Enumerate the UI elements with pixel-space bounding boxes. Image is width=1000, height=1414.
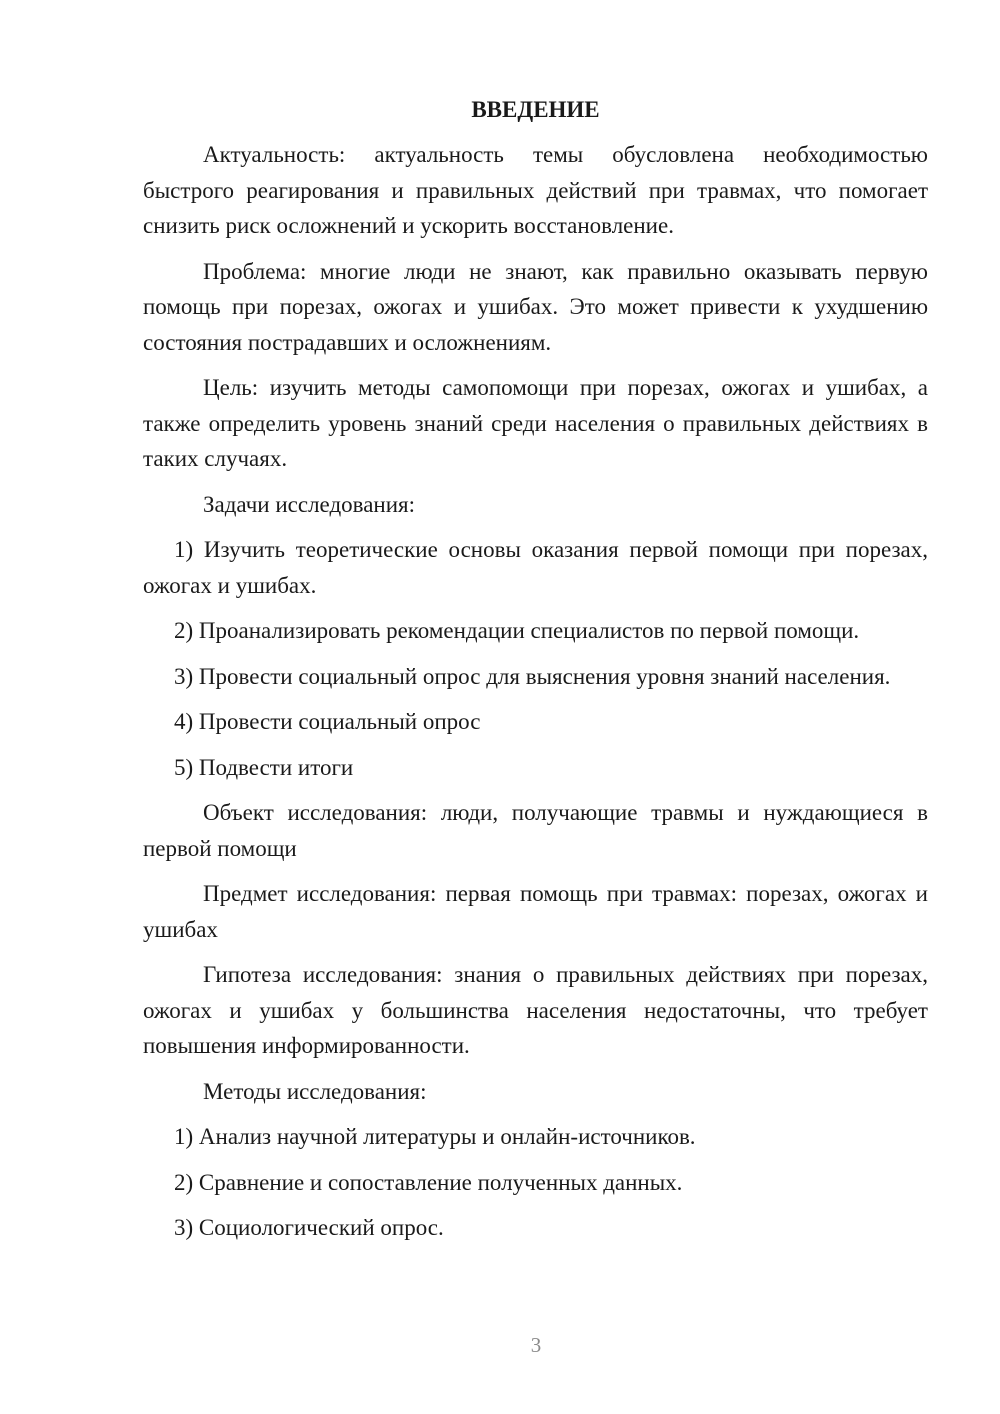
tasks-heading: Задачи исследования:: [203, 491, 416, 517]
task-item-4: 4) Провести социальный опрос: [174, 709, 481, 734]
goal-paragraph: Цель: изучить методы самопомощи при порезах, ожогах и ушибах, а также определить уровень знаний среди населения о правильных действиях в таких случаях.: [143, 375, 928, 471]
page-title: ВВЕДЕНИЕ: [471, 97, 600, 122]
page-content: [143, 92, 928, 1256]
task-item-5: 5) Подвести итоги: [174, 754, 354, 780]
page-number: 3: [530, 1333, 542, 1357]
object-paragraph: Объект исследования: люди, получающие травмы и нуждающиеся в первой помощи: [143, 800, 928, 861]
hypothesis-paragraph: Гипотеза исследования: знания о правильных действиях при порезах, ожогах и ушибах у большинства населения недостаточны, что требует повышения информированности.: [143, 962, 928, 1058]
method-item-1: 1) Анализ научной литературы и онлайн-источников.: [174, 1124, 696, 1149]
method-item-3: 3) Социологический опрос.: [174, 1215, 444, 1240]
subject-paragraph: Предмет исследования: первая помощь при травмах: порезах, ожогах и ушибах: [143, 881, 928, 942]
methods-heading: Методы исследования:: [203, 1078, 427, 1104]
problem-paragraph: Проблема: многие люди не знают, как правильно оказывать первую помощь при порезах, ожогах и ушибах. Это может привести к ухудшению состояния пострадавших и осложнениям.: [143, 258, 928, 355]
method-item-2: 2) Сравнение и сопоставление полученных данных.: [174, 1169, 683, 1195]
task-item-2: 2) Проанализировать рекомендации специалистов по первой помощи.: [174, 618, 860, 643]
task-item-3: 3) Провести социальный опрос для выяснения уровня знаний населения.: [174, 663, 891, 689]
relevance-paragraph: Актуальность: актуальность темы обусловлена необходимостью быстрого реагирования и правильных действий при травмах, что помогает снизить риск осложнений и ускорить восстановление.: [143, 142, 928, 238]
task-item-1: 1) Изучить теоретические основы оказания первой помощи при порезах, ожогах и ушибах.: [143, 537, 928, 598]
